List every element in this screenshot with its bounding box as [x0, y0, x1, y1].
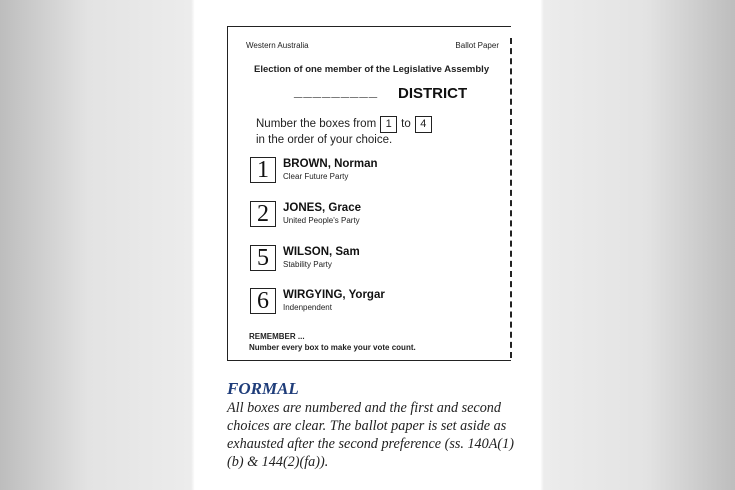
candidate-row: [250, 157, 378, 183]
caption-description: All boxes are numbered and the first and second choices are clear. The ballot paper is set aside as exhausted after the second preference (ss. 140A(1)(b) & 144(2)(fa)).: [227, 400, 514, 470]
district-label: DISTRICT: [398, 85, 468, 102]
election-title: Election of one member of the Legislative Assembly: [254, 64, 490, 75]
candidate-number-box: 6: [250, 288, 276, 314]
candidate-number-box: 2: [250, 201, 276, 227]
candidate-row: [250, 245, 360, 271]
candidate-name: JONES, Grace: [283, 202, 361, 214]
instructions: [256, 117, 436, 147]
instruction-from-box: 1: [380, 116, 397, 133]
candidate-name: BROWN, Norman: [283, 158, 378, 170]
candidate-row: [250, 201, 361, 227]
candidate-name: WILSON, Sam: [283, 246, 360, 258]
document-page: [195, 0, 540, 490]
candidate-row: [250, 288, 385, 314]
district-blank: _________: [294, 83, 379, 100]
state-label: Western Australia: [246, 41, 309, 50]
instruction-to-word: to: [401, 118, 411, 130]
remember-note: [249, 331, 416, 353]
instruction-line2: in the order of your choice.: [256, 134, 393, 146]
candidate-name: WIRGYING, Yorgar: [283, 289, 385, 301]
instruction-text: Number the boxes from: [256, 118, 377, 130]
remember-title: REMEMBER ...: [249, 332, 305, 341]
candidate-party: Stability Party: [283, 260, 332, 269]
candidate-party: United People's Party: [283, 216, 360, 225]
candidate-number-box: 1: [250, 157, 276, 183]
candidate-number-box: 5: [250, 245, 276, 271]
perforation-line: [510, 38, 512, 358]
remember-text: Number every box to make your vote count.: [249, 343, 416, 352]
candidate-party: Clear Future Party: [283, 172, 349, 181]
ballot-paper: [227, 26, 511, 361]
ballot-paper-label: Ballot Paper: [455, 41, 499, 50]
instruction-to-box: 4: [415, 116, 432, 133]
caption-title: FORMAL: [227, 379, 299, 398]
candidate-party: Indenpendent: [283, 303, 332, 312]
